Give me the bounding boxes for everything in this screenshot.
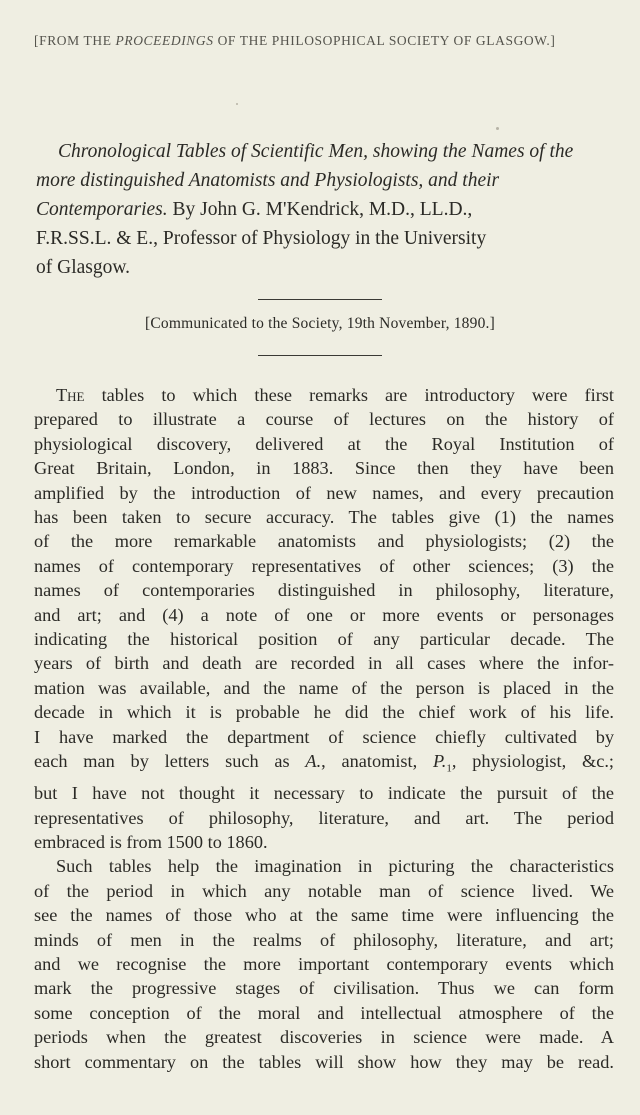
text-line: of the more remarkable anatomists and physiologists; (2) the xyxy=(34,531,614,552)
abbrev-anatomist: A. xyxy=(305,751,322,772)
text-line: has been taken to secure accuracy. The tables give (1) the names xyxy=(34,507,614,528)
title-italic: Contemporaries. xyxy=(36,199,168,220)
text-run: each man by letters such as xyxy=(34,751,306,772)
communicated-note: [Communicated to the Society, 19th November, 1890.] xyxy=(145,315,495,332)
header-journal: PROCEEDINGS xyxy=(115,33,214,48)
subscript: 1 xyxy=(446,762,452,775)
divider-rule xyxy=(258,355,382,356)
header-suffix: OF THE PHILOSOPHICAL SOCIETY OF GLASGOW.] xyxy=(213,33,556,48)
drop-word: The xyxy=(56,385,85,405)
text-line: amplified by the introduction of new names, and every precaution xyxy=(34,482,614,503)
text-line: some conception of the moral and intellectual atmosphere of the xyxy=(34,1002,614,1023)
title-line xyxy=(36,195,612,224)
header-prefix: [FROM THE xyxy=(34,33,116,48)
paper-speck xyxy=(496,127,499,130)
text-line: and art; and (4) a note of one or more events or personages xyxy=(34,604,614,625)
text-line: short commentary on the tables will show how they may be read. xyxy=(34,1051,614,1072)
text-line xyxy=(34,749,614,781)
text-line: names of contemporary representatives of other sciences; (3) the xyxy=(34,555,614,576)
title-italic: more distinguished Anatomists and Physiologists, and their xyxy=(36,170,500,191)
text-line: I have marked the department of science chiefly cultivated by xyxy=(34,726,614,747)
title-italic: Chronological Tables of Scientific Men, showing the Names of the xyxy=(58,141,574,162)
text-line: decade in which it is probable he did the chief work of his life. xyxy=(34,702,614,723)
text-line: representatives of philosophy, literature, and art. The period xyxy=(34,807,614,828)
text-line: of the period in which any notable man of science lived. We xyxy=(34,880,614,901)
text-line: prepared to illustrate a course of lectures on the history of xyxy=(34,409,614,430)
text-line xyxy=(34,383,614,407)
abbrev-physiologist: P. xyxy=(432,751,447,772)
author-affiliation: of Glasgow. xyxy=(36,257,131,278)
title-line xyxy=(36,253,612,282)
text-line: names of contemporaries distinguished in philosophy, literature, xyxy=(34,580,614,601)
text-run: tables to which these remarks are introductory were first xyxy=(84,385,614,405)
text-line: embraced is from 1500 to 1860. xyxy=(34,831,268,852)
body-text xyxy=(34,383,614,1074)
text-line: but I have not thought it necessary to indicate the pursuit of the xyxy=(34,783,614,804)
text-run: , anatomist, xyxy=(321,751,433,772)
divider-rule xyxy=(258,299,382,300)
text-line: mation was available, and the name of the person is placed in the xyxy=(34,677,614,698)
text-line: Great Britain, London, in 1883. Since then they have been xyxy=(34,458,614,479)
author-credentials: F.R.SS.L. & E., Professor of Physiology in the University xyxy=(36,228,487,249)
text-line: physiological discovery, delivered at the Royal Institution of xyxy=(34,433,614,454)
text-line: and we recognise the more important contemporary events which xyxy=(34,954,614,974)
text-line: mark the progressive stages of civilisation. Thus we can form xyxy=(34,978,614,999)
text-line: minds of men in the realms of philosophy, literature, and art; xyxy=(34,929,614,950)
text-line: see the names of those who at the same time were influencing the xyxy=(34,905,614,926)
text-line: periods when the greatest discoveries in science were made. A xyxy=(34,1027,614,1048)
title-line xyxy=(36,166,612,195)
text-line: Such tables help the imagination in picturing the characteristics xyxy=(56,856,614,877)
author-line: By John G. M'Kendrick, M.D., LL.D., xyxy=(167,199,473,220)
running-header xyxy=(34,33,614,49)
article-title xyxy=(36,137,612,282)
text-line: indicating the historical position of any particular decade. The xyxy=(34,629,614,650)
paper-speck xyxy=(236,103,238,105)
title-line xyxy=(36,137,612,166)
text-line: years of birth and death are recorded in all cases where the infor- xyxy=(34,653,614,674)
text-run: , physiologist, &c.; xyxy=(451,751,614,772)
title-line xyxy=(36,224,612,253)
